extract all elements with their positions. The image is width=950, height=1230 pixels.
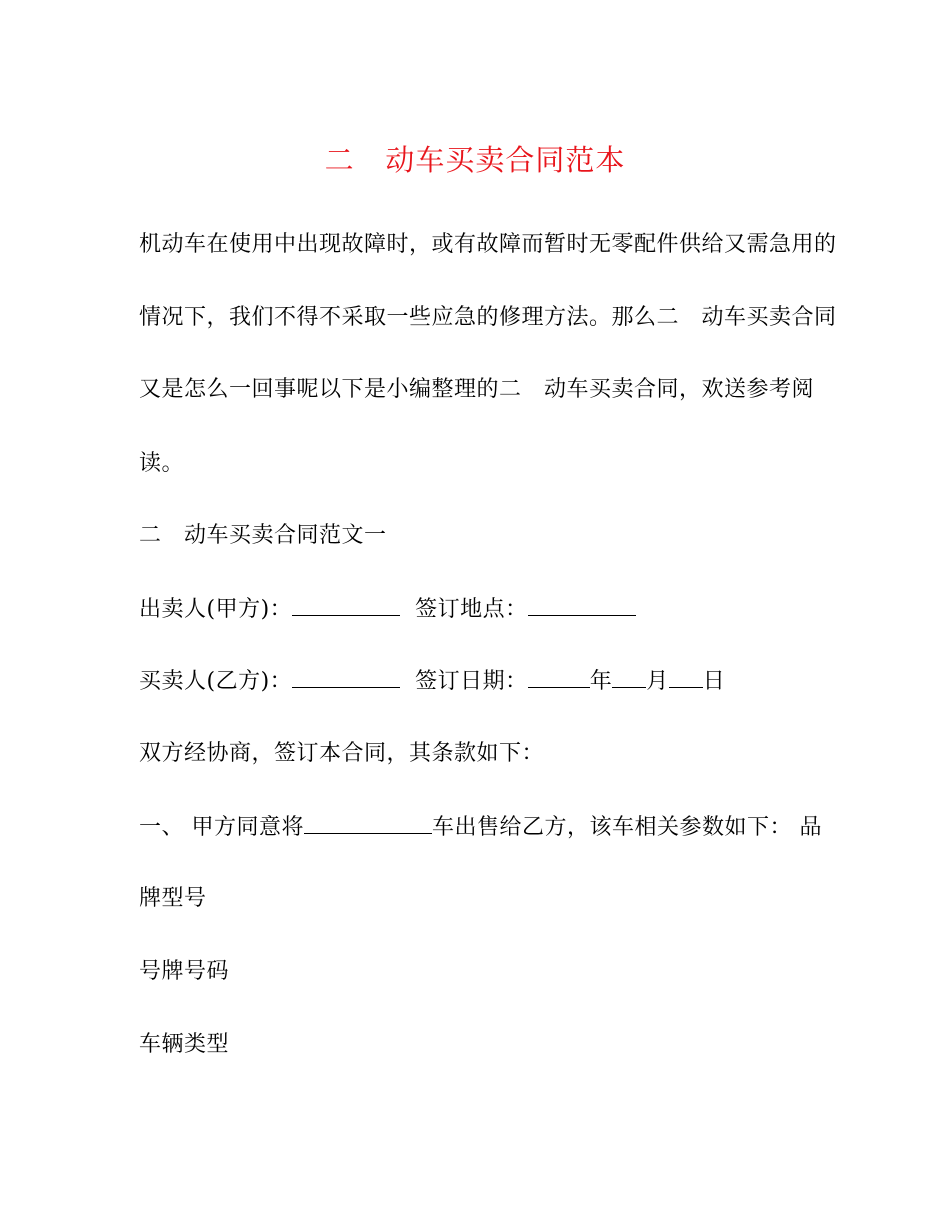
param-plate-number: 号牌号码: [139, 959, 230, 984]
intro-line-4: 读。: [139, 451, 185, 476]
buyer-line: [139, 667, 725, 696]
document-title: 二 动车买卖合同范本: [324, 143, 626, 177]
clause-1-prefix: 一、 甲方同意将: [139, 815, 304, 840]
month-blank: [612, 667, 646, 688]
day-blank: [669, 667, 703, 688]
buyer-name-blank: [292, 667, 400, 688]
signing-place-blank: [528, 595, 636, 616]
year-blank: [528, 667, 590, 688]
vehicle-blank: [304, 813, 432, 834]
section-heading: 二 动车买卖合同范文一: [139, 523, 387, 548]
intro-line-1: 机动车在使用中出现故障时，或有故障而暂时无零配件供给又需急用的: [139, 232, 837, 257]
signing-place-label: 签订地点：: [415, 597, 528, 622]
intro-line-2: 情况下，我们不得不采取一些应急的修理方法。那么二 动车买卖合同: [139, 305, 837, 330]
intro-line-3: 又是怎么一回事呢以下是小编整理的二 动车买卖合同，欢送参考阅: [139, 377, 814, 402]
seller-label: 出卖人(甲方)：: [139, 597, 293, 622]
seller-name-blank: [292, 595, 400, 616]
seller-line: [139, 595, 636, 624]
signing-date-label: 签订日期：: [415, 669, 528, 694]
clause-1-suffix: 车出售给乙方，该车相关参数如下： 品: [432, 815, 822, 840]
agreement-line: 双方经协商，签订本合同，其条款如下：: [139, 741, 545, 766]
param-brand-model: 牌型号: [139, 886, 207, 911]
clause-1: [139, 813, 822, 842]
day-label: 日: [702, 669, 726, 694]
year-label: 年: [589, 669, 613, 694]
buyer-label: 买卖人(乙方)：: [139, 669, 293, 694]
month-label: 月: [646, 669, 669, 694]
param-vehicle-type: 车辆类型: [139, 1032, 230, 1057]
